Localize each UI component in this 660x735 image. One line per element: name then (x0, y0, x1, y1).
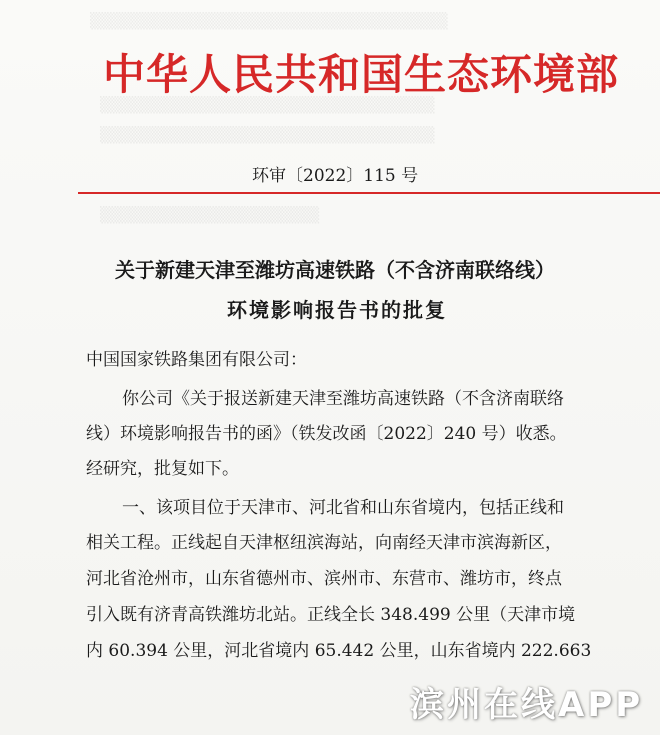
watermark-logo (410, 675, 655, 725)
body-line: 你公司《关于报送新建天津至潍坊高速铁路（不含济南联络 (122, 389, 564, 409)
body-line: 一、该项目位于天津市、河北省和山东省境内，包括正线和 (122, 498, 564, 518)
body-line: 河北省沧州市，山东省德州市、滨州市、东营市、潍坊市，终点 (86, 569, 562, 589)
document-number: 环审〔2022〕115 号 (252, 166, 419, 186)
body-line: 引入既有济青高铁潍坊北站。正线全长 348.499 公里（天津市境 (86, 605, 576, 625)
red-divider (78, 192, 660, 194)
bleed-through-texture: ▒▒▒▒▒▒▒▒▒▒▒▒▒▒▒▒▒▒▒ (100, 206, 320, 224)
doc-title-line-1: 关于新建天津至潍坊高速铁路（不含济南联络线） (115, 258, 555, 282)
agency-title: 中华人民共和国生态环境部 (103, 50, 620, 99)
body-line: 经研究，批复如下。 (86, 459, 239, 479)
recipient: 中国国家铁路集团有限公司： (86, 350, 307, 370)
watermark-text: 滨州在线APP (410, 685, 644, 725)
bleed-through-texture: ▒▒▒▒▒▒▒▒▒▒▒▒▒▒▒▒▒▒▒▒▒▒▒▒▒▒▒▒▒ (100, 96, 435, 114)
body-line: 相关工程。正线起自天津枢纽滨海站，向南经天津市滨海新区， (86, 533, 562, 553)
bleed-through-texture: ▒▒▒▒▒▒▒▒▒▒▒▒▒▒▒▒▒▒▒▒▒▒▒▒▒▒▒▒▒▒▒ (90, 12, 448, 30)
body-line: 内 60.394 公里，河北省境内 65.442 公里，山东省境内 222.663 (86, 641, 592, 661)
doc-title-line-2: 环境影响报告书的批复 (227, 298, 447, 322)
bleed-through-texture: ▒▒▒▒▒▒▒▒▒▒▒▒▒▒▒▒▒▒▒▒▒▒▒▒▒▒▒▒▒ (100, 126, 435, 144)
body-line: 线）环境影响报告书的函》（铁发改函〔2022〕240 号）收悉。 (86, 424, 567, 444)
